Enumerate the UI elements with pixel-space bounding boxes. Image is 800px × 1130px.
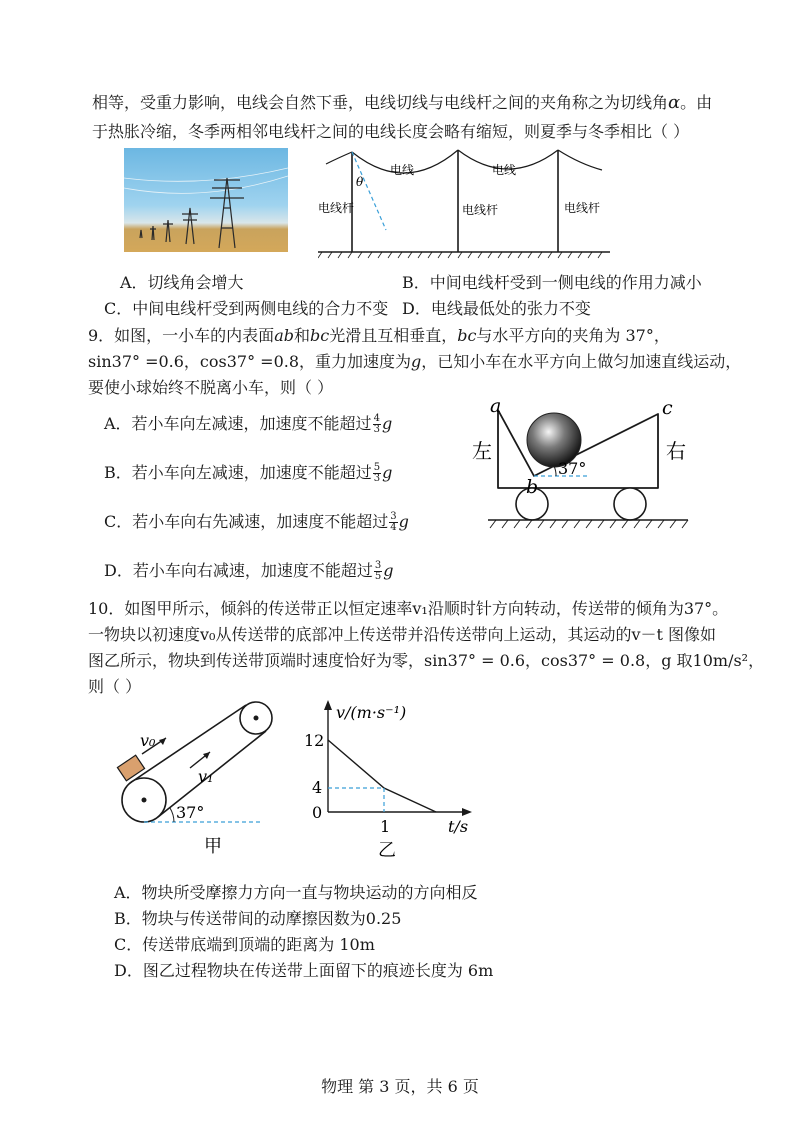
angle-37-label: 37° bbox=[176, 803, 205, 822]
q10-text-line1: 10．如图甲所示，倾斜的传送带正以恒定速率v₁沿顺时针方向转动，传送带的倾角为37°。 bbox=[88, 599, 729, 618]
pole-label-3: 电线杆 bbox=[564, 201, 601, 215]
pole-label-2: 电线杆 bbox=[462, 203, 499, 217]
q9-text-line1: 9．如图，一小车的内表面ab和bc光滑且互相垂直，bc与水平方向的夹角为 37°， bbox=[88, 326, 670, 345]
label-c: c bbox=[662, 400, 673, 419]
q8-option-b: B．中间电线杆受到一侧电线的作用力减小 bbox=[402, 273, 702, 292]
q8-text-line1: 相等，受重力影响，电线会自然下垂，电线切线与电线杆之间的夹角称之为切线角α。由 bbox=[92, 92, 713, 113]
q10-text-line4: 则（ ） bbox=[88, 677, 142, 696]
pole-label-1: 电线杆 bbox=[318, 201, 355, 215]
conveyor-belt-diagram bbox=[110, 700, 290, 860]
v0-label: v₀ bbox=[140, 731, 156, 750]
q9-text-line2: sin37° =0.6，cos37° =0.8，重力加速度为g，已知小车在水平方向上做匀加速直线运动， bbox=[88, 352, 742, 371]
q10-option-a: A．物块所受摩擦力方向一直与物块运动的方向相反 bbox=[114, 883, 478, 902]
right-label: 右 bbox=[666, 439, 686, 463]
power-pylon-photo bbox=[124, 148, 288, 252]
q9-text-line3: 要使小球始终不脱离小车，则（ ） bbox=[88, 378, 334, 397]
y-tick-4: 4 bbox=[312, 778, 323, 797]
page-footer: 物理 第 3 页，共 6 页 bbox=[321, 1077, 479, 1096]
angle-37-label: 37° bbox=[558, 459, 587, 478]
y-tick-12: 12 bbox=[304, 731, 325, 750]
cart-diagram bbox=[470, 400, 700, 540]
q10-text-line3: 图乙所示，物块到传送带顶端时速度恰好为零，sin37° = 0.6，cos37° = 0.8，g 取10m/s²， bbox=[88, 651, 765, 670]
wire-label-1: 电线 bbox=[390, 163, 415, 177]
q9-option-d: D．若小车向右减速，加速度不能超过 $\frac{3}{5}$ g bbox=[104, 560, 394, 582]
q8-option-a: A．切线角会增大 bbox=[120, 273, 244, 292]
theta-label: θ bbox=[356, 175, 364, 189]
left-label: 左 bbox=[472, 439, 492, 463]
vt-graph bbox=[290, 696, 490, 864]
q9-option-b: B．若小车向左减速，加速度不能超过 $\frac{5}{3}$ g bbox=[104, 462, 393, 484]
label-b: b bbox=[526, 476, 539, 498]
caption-yi: 乙 bbox=[378, 840, 396, 861]
x-tick-1: 1 bbox=[380, 817, 391, 836]
wire-label-2: 电线 bbox=[492, 163, 517, 177]
q10-option-b: B．物块与传送带间的动摩擦因数为0.25 bbox=[114, 909, 402, 928]
y-tick-0: 0 bbox=[312, 803, 323, 822]
q8-text-line2: 于热胀冷缩，冬季两相邻电线杆之间的电线长度会略有缩短，则夏季与冬季相比（ ） bbox=[92, 122, 690, 141]
q10-option-c: C．传送带底端到顶端的距离为 10m bbox=[114, 935, 375, 954]
q10-option-d: D．图乙过程物块在传送带上面留下的痕迹长度为 6m bbox=[114, 961, 494, 980]
q8-option-d: D．电线最低处的张力不变 bbox=[402, 299, 591, 318]
label-a: a bbox=[490, 400, 502, 417]
q10-text-line2: 一物块以初速度v₀从传送带的底部冲上传送带并沿传送带向上运动，其运动的v－t 图像如 bbox=[88, 625, 717, 644]
y-axis-label: v/(m·s⁻¹) bbox=[336, 703, 407, 722]
q9-option-c: C．若小车向右先减速，加速度不能超过 $\frac{3}{4}$ g bbox=[104, 511, 409, 533]
q8-option-c: C．中间电线杆受到两侧电线的合力不变 bbox=[104, 299, 389, 318]
q9-option-a: A．若小车向左减速，加速度不能超过 $\frac{4}{3}$ g bbox=[104, 413, 393, 435]
x-axis-label: t/s bbox=[448, 817, 469, 836]
wire-pole-diagram bbox=[318, 140, 610, 260]
v1-label: v₁ bbox=[198, 767, 214, 786]
caption-jia: 甲 bbox=[204, 836, 222, 857]
